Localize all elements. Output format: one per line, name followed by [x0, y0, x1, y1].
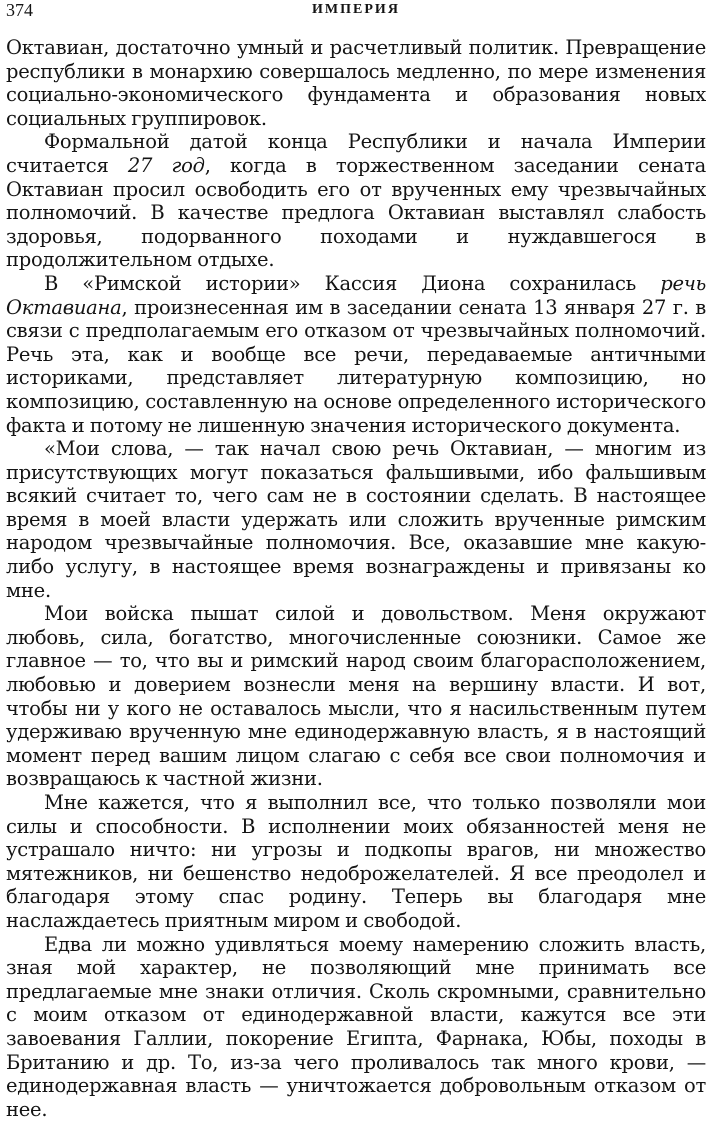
paragraph	[6, 791, 706, 933]
paragraph	[6, 36, 706, 130]
body-text	[6, 36, 706, 1121]
text-run: Мне кажется, что я выполнил все, что только позволяли мои силы и способности. В исполнении моих обязанностей меня не устрашало ничто: ни угрозы и подкопы врагов, ни множество мятежников, ни бешенство недоброжелателей. Я все преодолел и благодаря этому спас родину. Теперь вы благодаря мне наслаждаетесь приятным миром и свободой.	[6, 791, 706, 932]
page-header	[6, 0, 706, 36]
paragraph	[6, 130, 706, 272]
text-run: Едва ли можно удивляться моему намерению сложить власть, зная мой характер, не позволяющий мне принимать все предлагаемые мне знаки отличия. Сколь скромными, сравнительно с моим отказом от единодержавной власти, кажутся все эти завоевания Галлии, покорение Египта, Фарнака, Юбы, походы в Британию и др. То, из-за чего проливалось так много крови, — единодержавная власть — уничтожается добровольным отказом от нее.	[6, 932, 706, 1121]
italic-text: речь Октавиана	[6, 271, 706, 319]
paragraph	[6, 933, 706, 1122]
text-run: , когда в торжественном заседании сената Октавиан просил освободить его от врученных ему чрезвычайных полномочий. В качестве предлога Октавиан выставлял слабость здоровья, подорванного походами и нуждавшегося в продолжительном отдыхе.	[6, 153, 706, 272]
text-run: Формальной датой конца Республики и начала Империи считается	[6, 130, 706, 177]
text-run: «Мои слова, — так начал свою речь Октавиан, — многим из присутствующих могут показаться фальшивыми, ибо фальшивым всякий считает то, чего сам не в состоянии сделать. В настоящее время в моей власти удержать или сложить врученные римским народом чрезвычайные полномочия. Все, оказавшие мне какую-либо услугу, в настоящее время вознаграждены и привязаны ко мне.	[6, 437, 706, 602]
paragraph	[6, 602, 706, 791]
text-run: Мои войска пышат силой и довольством. Меня окружают любовь, сила, богатство, многочисленные союзники. Самое же главное — то, что вы и римский народ своим благорасположением, любовью и доверием вознесли меня на вершину власти. И вот, чтобы ни у кого не оставалось мысли, что я насильственным путем удерживаю врученную мне единодержавную власть, я в настоящий момент перед вашим лицом слагаю с себя все свои полномочия и возвращаюсь к частной жизни.	[6, 602, 706, 791]
italic-text: 27 год	[127, 153, 205, 177]
text-run: Октавиан, достаточно умный и расчетливый политик. Превращение республики в монархию совершалось медленно, по мере изменения социально-экономического фундамента и образования новых социальных группировок.	[6, 36, 706, 130]
text-run: В «Римской истории» Кассия Диона сохранилась	[44, 271, 661, 295]
paragraph	[6, 437, 706, 602]
running-head: ИМПЕРИЯ	[312, 2, 400, 17]
paragraph	[6, 272, 706, 437]
page-number: 374	[6, 0, 33, 20]
book-page	[6, 0, 706, 1144]
text-run: , произнесенная им в заседании сената 13 января 27 г. в связи с предполагаемым его отказом от чрезвычайных полномочий. Речь эта, как и вообще все речи, передаваемые античными историками, представляет литературную композицию, но композицию, составленную на основе определенного исторического факта и потому не лишенную значения исторического документа.	[6, 295, 706, 437]
